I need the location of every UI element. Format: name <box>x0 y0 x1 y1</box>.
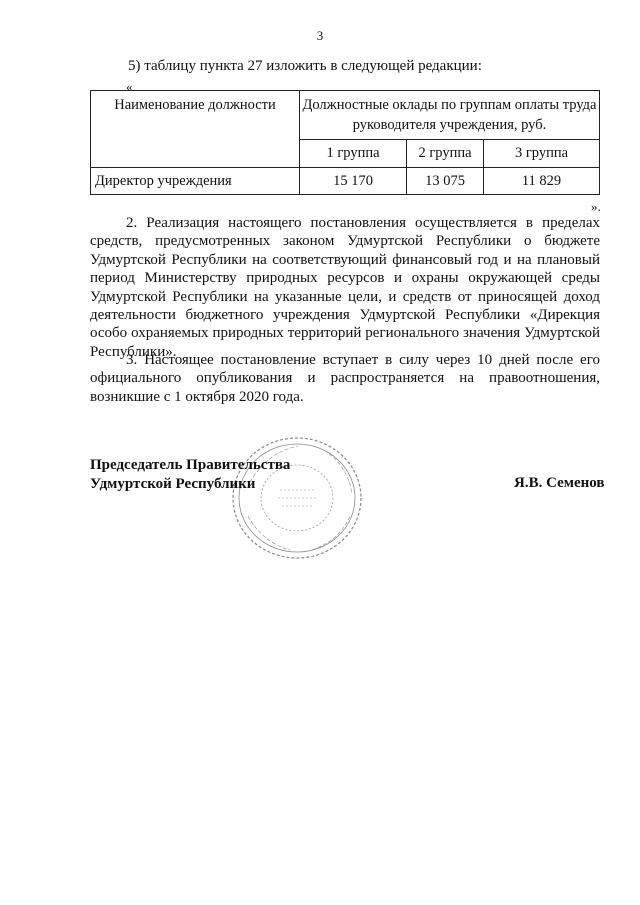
header-salary-groups: Должностные оклады по группам оплаты труда руководителя учреждения, руб. <box>300 91 600 140</box>
header-group-2: 2 группа <box>407 140 484 168</box>
table-row <box>91 168 600 195</box>
row-position: Директор учреждения <box>91 168 300 195</box>
row-value-group-2: 13 075 <box>407 168 484 195</box>
signer-name: Я.В. Семенов <box>514 475 605 491</box>
signature-title-line-1: Председатель Правительства <box>90 457 291 473</box>
signature-title <box>90 456 290 494</box>
quote-close: ». <box>591 199 601 214</box>
paragraph-2: 2. Реализация настоящего постановления осуществляется в пределах средств, предусмотренных законом Удмуртской Республики о бюджете Удмуртской Республики на соответствующий финансовый год и на плановый период Министерству природных ресурсов и охраны окружающей среды Удмуртской Республики на указанные цели, и средств от приносящей доход деятельности бюджетного учреждения Удмуртской Республики «Дирекция особо охраняемых природных территорий регионального значения Удмуртской Республики». <box>90 215 600 360</box>
quote-open: « <box>126 79 133 94</box>
row-value-group-1: 15 170 <box>300 168 407 195</box>
signature-title-line-2: Удмуртской Республики <box>90 476 256 492</box>
header-position-name: Наименование должности <box>91 91 300 168</box>
page-number: 3 <box>316 28 324 43</box>
header-group-1: 1 группа <box>300 140 407 168</box>
row-value-group-3: 11 829 <box>484 168 600 195</box>
official-seal-icon <box>228 432 366 562</box>
header-group-3: 3 группа <box>484 140 600 168</box>
amendment-intro: 5) таблицу пункта 27 изложить в следующей редакции: <box>128 58 482 74</box>
paragraph-3: 3. Настоящее постановление вступает в силу через 10 дней после его официального опубликования и распространяется на правоотношения, возникшие с 1 октября 2020 года. <box>90 352 600 405</box>
salary-table <box>90 90 600 195</box>
table-header-row <box>91 91 600 140</box>
